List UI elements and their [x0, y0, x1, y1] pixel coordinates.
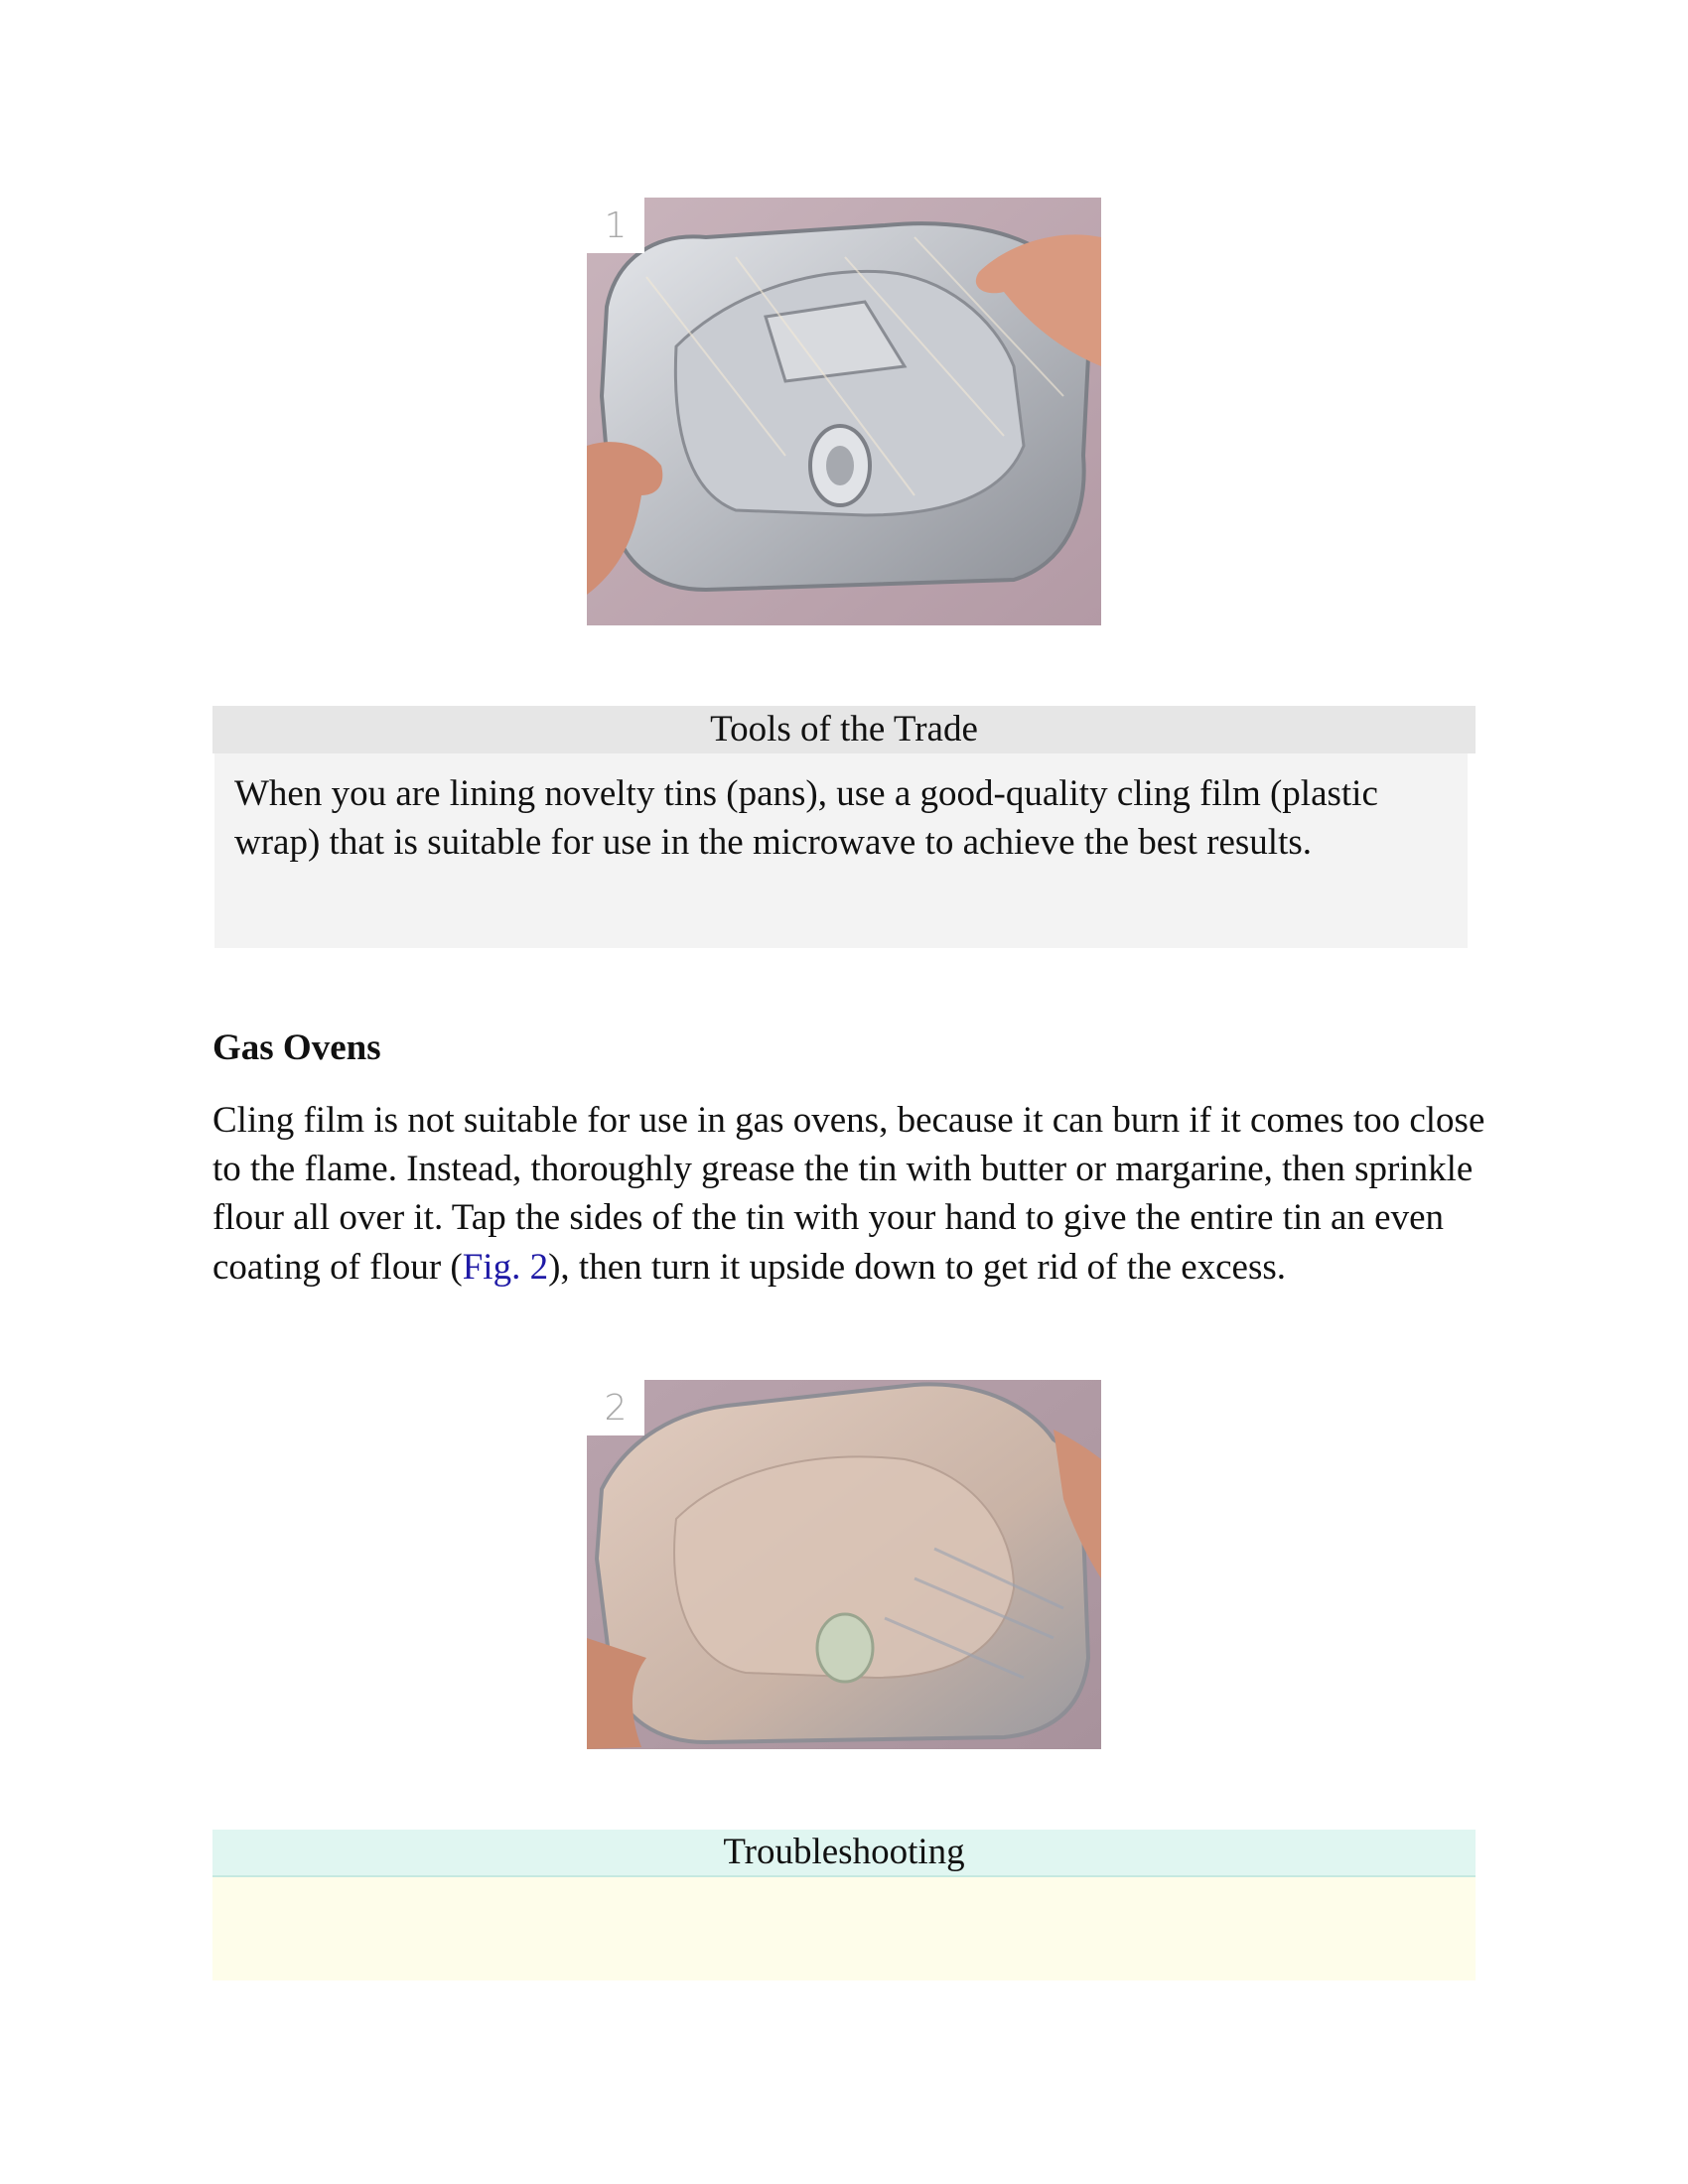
fig-2-link[interactable]: Fig. 2 [462, 1246, 549, 1288]
figure-number-label: 1 [587, 198, 644, 253]
gas-ovens-paragraph [212, 1096, 1493, 1292]
troubleshooting-box [212, 1830, 1476, 1980]
tools-of-the-trade-body: When you are lining novelty tins (pans), use a good-quality cling film (plastic wrap) that is suitable for use in the microwave to achieve the best results. [214, 753, 1468, 948]
figure-1-photo [587, 198, 1101, 625]
photo-novelty-tin-dusted-with-flour [587, 1380, 1101, 1749]
photo-novelty-tin-lined-with-cling-film [587, 198, 1101, 625]
figure-number-label: 2 [587, 1380, 644, 1435]
troubleshooting-title: Troubleshooting [212, 1830, 1476, 1877]
tools-of-the-trade-title: Tools of the Trade [212, 706, 1476, 753]
paragraph-text-part-2: ), then turn it upside down to get rid of the excess. [548, 1246, 1287, 1288]
gas-ovens-heading: Gas Ovens [212, 1027, 381, 1068]
paragraph-text-part-1: Cling film is not suitable for use in gas ovens, because it can burn if it comes too close to the flame. Instead, thoroughly grease the tin with butter or margarine, then sprinkle flour all over it. Tap the sides of the tin with your hand to give the entire tin an even coating of flour ( [212, 1100, 1485, 1288]
figure-2-photo [587, 1380, 1101, 1749]
troubleshooting-body [212, 1877, 1476, 1980]
tools-of-the-trade-box [212, 706, 1476, 948]
